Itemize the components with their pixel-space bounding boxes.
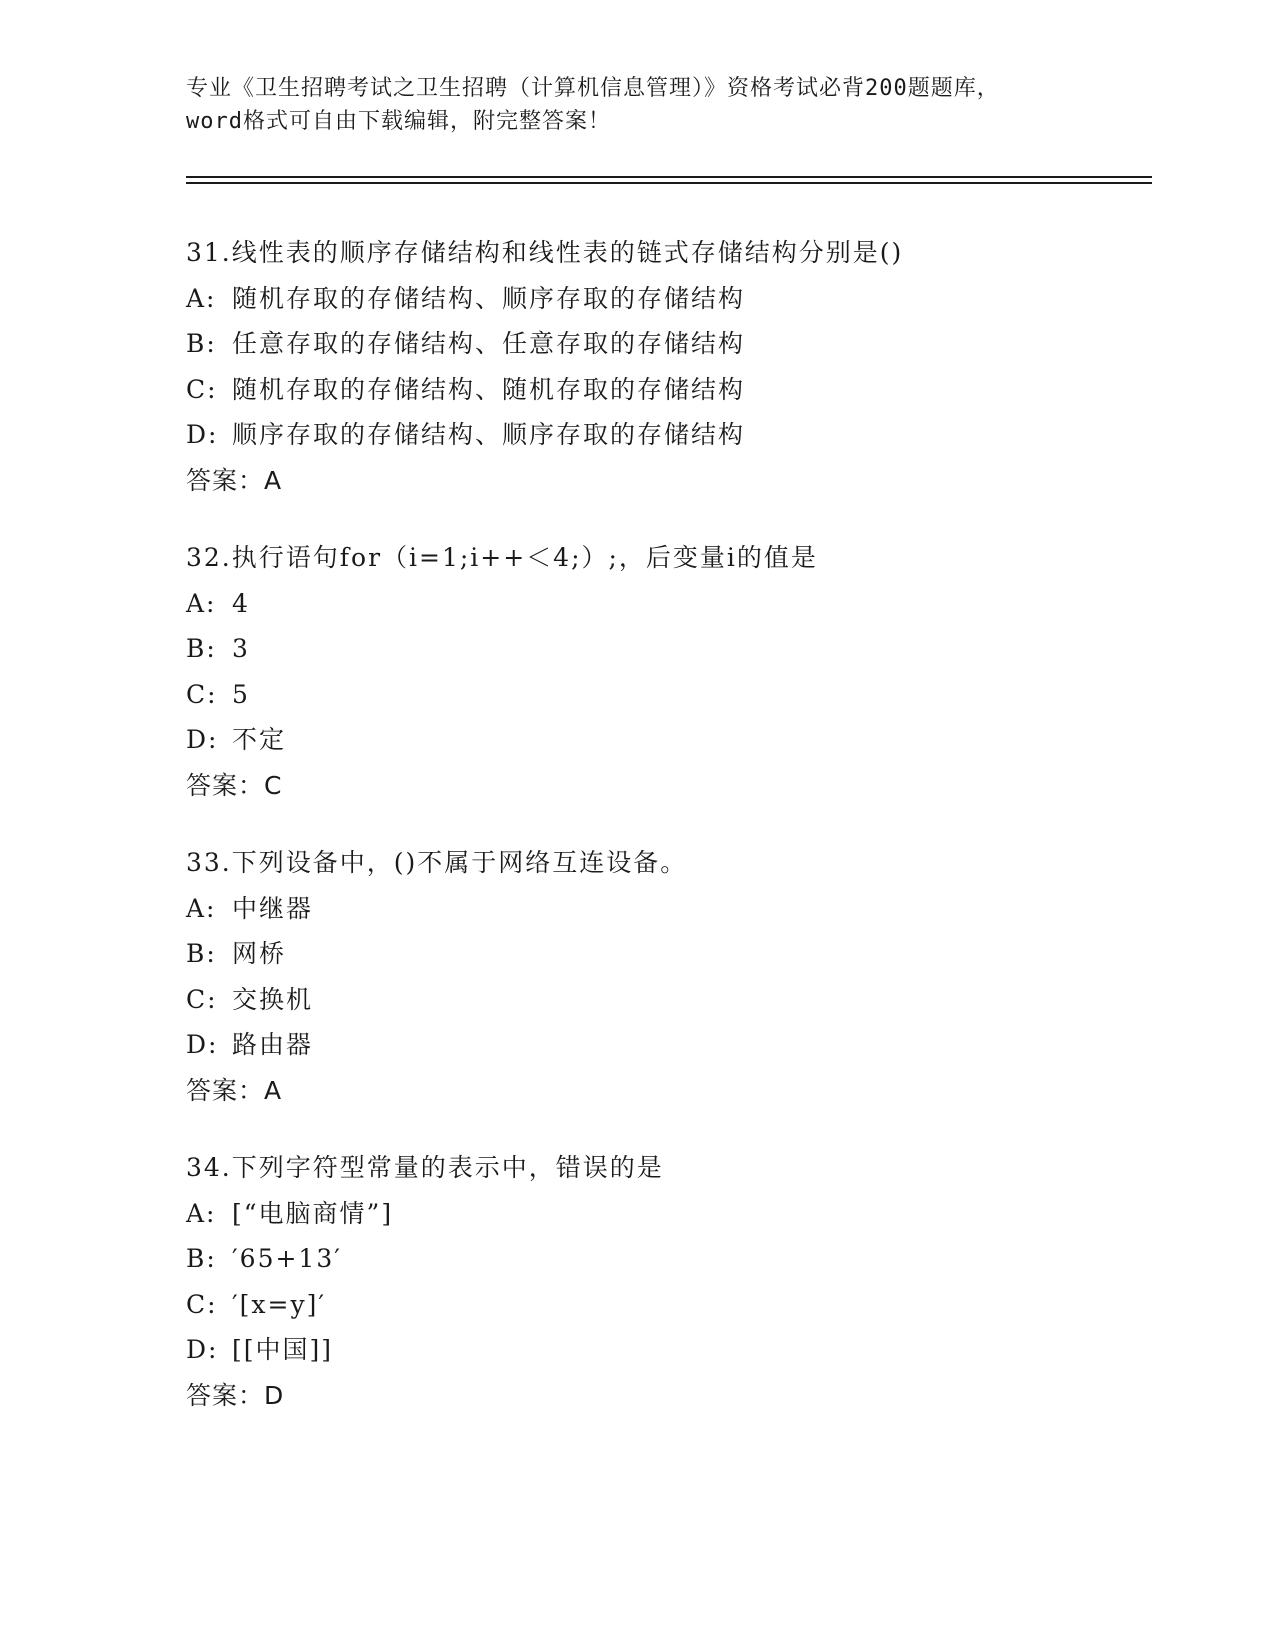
question-stem: 34.下列字符型常量的表示中，错误的是	[186, 1153, 664, 1182]
option-letter: C:	[186, 374, 218, 404]
option-d	[186, 1022, 1166, 1068]
answer-value: C	[264, 770, 283, 800]
option-letter: D:	[186, 725, 219, 754]
option-text: 3	[232, 634, 250, 663]
option-d	[186, 412, 1166, 458]
answer-line	[186, 458, 1166, 504]
question-stem: 32.执行语句for（i=1;i++＜4;）;，后变量i的值是	[186, 543, 818, 572]
option-d	[186, 717, 1166, 763]
answer-label: 答案：	[186, 465, 265, 495]
option-text: 随机存取的存储结构、随机存取的存储结构	[232, 374, 746, 404]
option-letter: B:	[186, 634, 217, 663]
option-text: 4	[232, 588, 250, 618]
option-text: 顺序存取的存储结构、顺序存取的存储结构	[232, 420, 746, 449]
question-block-34	[186, 1145, 1166, 1418]
option-text: 交换机	[232, 984, 314, 1014]
answer-label: 答案：	[186, 1380, 265, 1410]
option-a	[186, 581, 1166, 627]
option-b	[186, 1236, 1166, 1282]
question-block-32	[186, 535, 1166, 808]
option-c	[186, 977, 1166, 1023]
option-text: 5	[232, 679, 250, 709]
answer-value: A	[264, 1075, 283, 1105]
answer-line	[186, 1068, 1166, 1114]
option-letter: A:	[186, 588, 217, 618]
option-letter: D:	[186, 420, 219, 449]
option-c	[186, 672, 1166, 718]
option-letter: A:	[186, 893, 217, 923]
option-letter: A:	[186, 1198, 217, 1228]
option-c	[186, 1282, 1166, 1328]
header-title-line-1: 专业《卫生招聘考试之卫生招聘（计算机信息管理）》资格考试必背200题题库，	[186, 76, 1000, 101]
option-letter: C:	[186, 984, 218, 1014]
option-a	[186, 886, 1166, 932]
option-text: 中继器	[232, 893, 314, 923]
option-text: [“电脑商情”]	[232, 1198, 394, 1228]
option-text: ′65+13′	[232, 1244, 342, 1273]
option-b	[186, 931, 1166, 977]
option-letter: C:	[186, 1289, 218, 1319]
answer-label: 答案：	[186, 1075, 265, 1105]
answer-value: D	[264, 1380, 285, 1410]
question-block-33	[186, 840, 1166, 1113]
option-text: 随机存取的存储结构、顺序存取的存储结构	[232, 283, 746, 313]
option-b	[186, 321, 1166, 367]
option-letter: D:	[186, 1030, 219, 1059]
option-text: 任意存取的存储结构、任意存取的存储结构	[232, 329, 746, 358]
answer-label: 答案：	[186, 770, 265, 800]
option-letter: C:	[186, 679, 218, 709]
question-block-31	[186, 230, 1166, 503]
option-letter: B:	[186, 1244, 217, 1273]
option-d	[186, 1327, 1166, 1373]
option-text: ′[x=y]′	[232, 1289, 327, 1319]
option-text: 网桥	[232, 939, 287, 968]
option-b	[186, 626, 1166, 672]
option-text: [[中国]]	[232, 1335, 334, 1364]
question-stem: 33.下列设备中，()不属于网络互连设备。	[186, 848, 688, 877]
option-letter: B:	[186, 329, 217, 358]
option-text: 路由器	[232, 1030, 314, 1059]
option-letter: D:	[186, 1335, 219, 1364]
option-a	[186, 276, 1166, 322]
answer-value: A	[264, 465, 283, 495]
question-stem: 31.线性表的顺序存储结构和线性表的链式存储结构分别是()	[186, 238, 904, 267]
document-header	[186, 72, 1116, 138]
header-divider-top	[186, 176, 1152, 178]
option-letter: B:	[186, 939, 217, 968]
option-letter: A:	[186, 283, 217, 313]
answer-line	[186, 1373, 1166, 1419]
option-a	[186, 1191, 1166, 1237]
option-c	[186, 367, 1166, 413]
answer-line	[186, 763, 1166, 809]
option-text: 不定	[232, 725, 287, 754]
header-title-line-2: word格式可自由下载编辑，附完整答案！	[186, 109, 611, 134]
header-divider-bottom	[186, 182, 1152, 184]
